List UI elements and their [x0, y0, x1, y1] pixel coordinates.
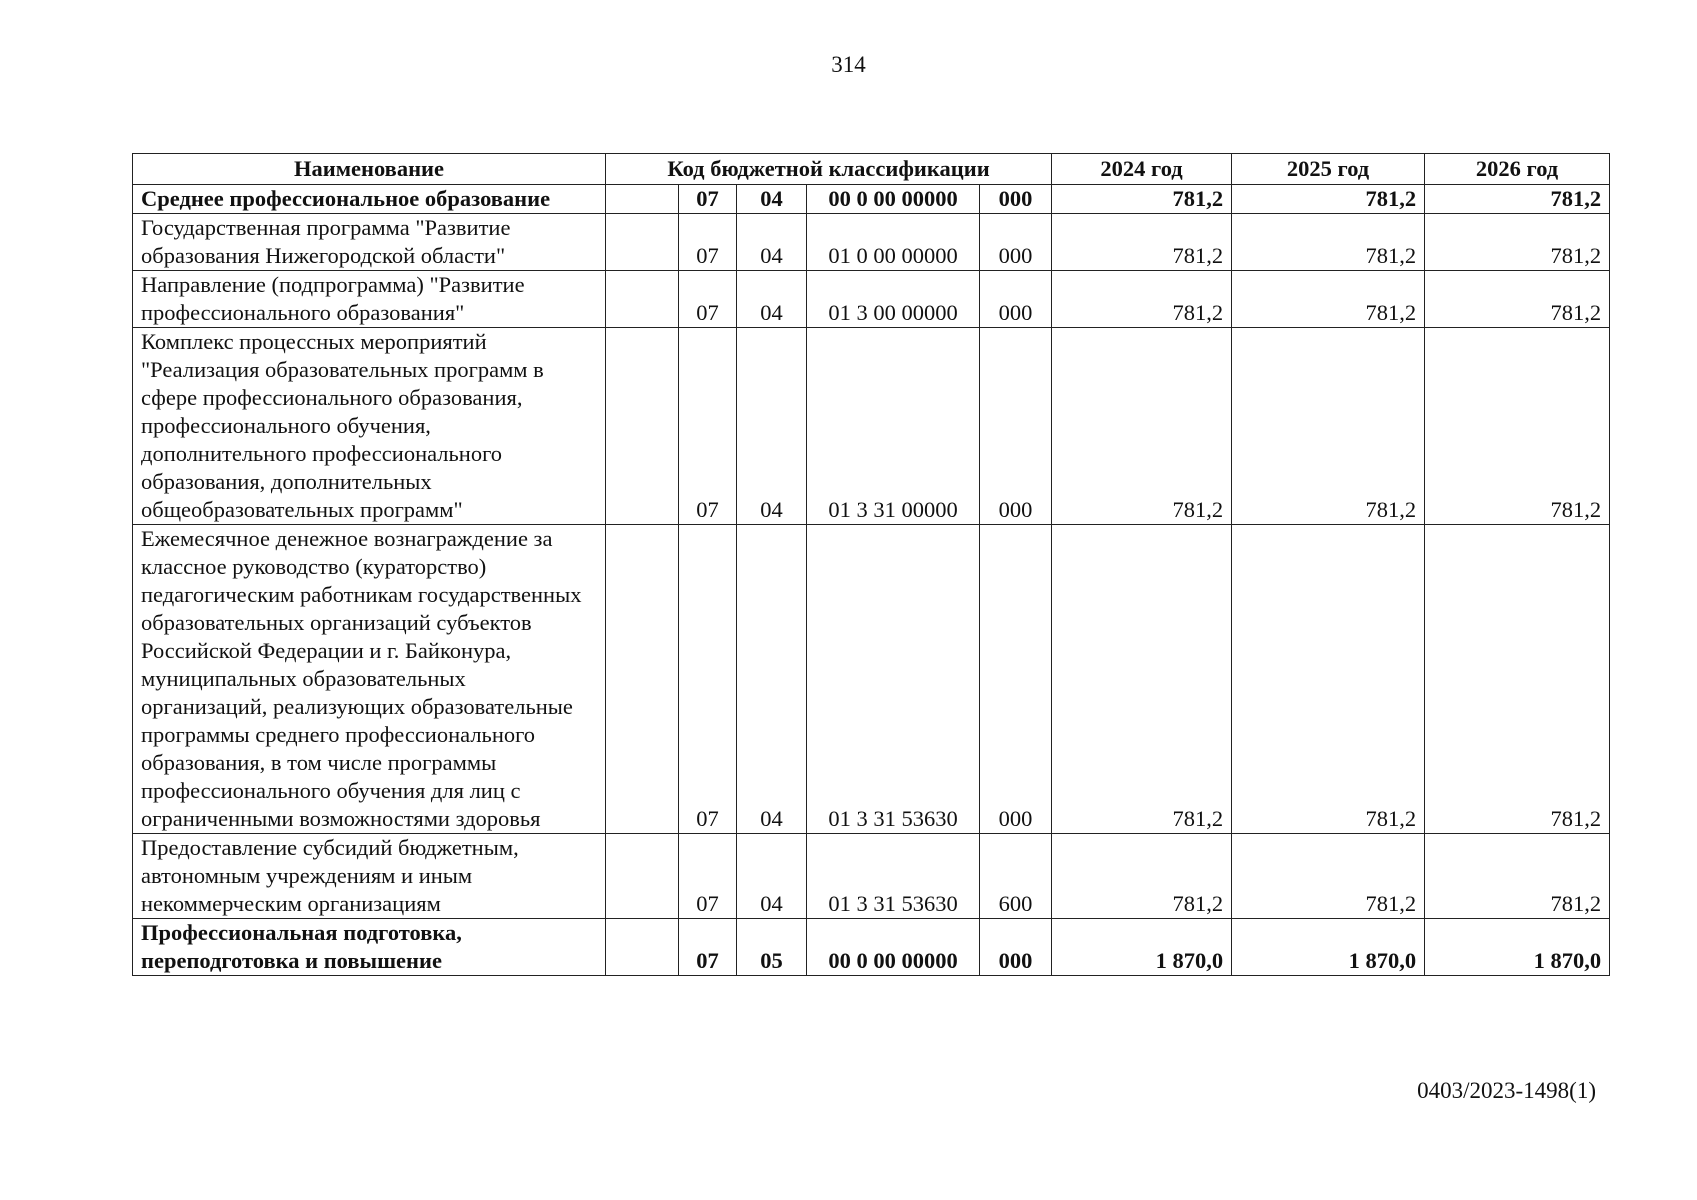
row-name: Среднее профессиональное образование: [133, 185, 606, 214]
row-amount-2025: 781,2: [1232, 328, 1425, 525]
row-amount-2026: 781,2: [1425, 328, 1610, 525]
table-row: [133, 214, 1610, 271]
row-amount-2025: 781,2: [1232, 271, 1425, 328]
row-blank-code: [606, 525, 679, 834]
row-amount-2024: 781,2: [1052, 525, 1232, 834]
row-blank-code: [606, 328, 679, 525]
row-section-code: 07: [679, 525, 737, 834]
row-target-code: 01 3 31 53630: [807, 834, 980, 919]
row-section-code: 07: [679, 919, 737, 976]
row-name: Предоставление субсидий бюджетным, автономным учреждениям и иным некоммерческим организациям: [133, 834, 606, 919]
row-name: Государственная программа "Развитие образования Нижегородской области": [133, 214, 606, 271]
row-name: Направление (подпрограмма) "Развитие профессионального образования": [133, 271, 606, 328]
row-blank-code: [606, 185, 679, 214]
row-name: Ежемесячное денежное вознаграждение за классное руководство (кураторство) педагогическим работникам государственных образовательных организаций субъектов Российской Федерации и г. Байконура, муниципальных образовательных организаций, реализующих образовательные программы среднего профессионального образования, в том числе программы профессионального обучения для лиц с ограниченными возможностями здоровья: [133, 525, 606, 834]
table-row: [133, 328, 1610, 525]
row-expense-type-code: 000: [980, 328, 1052, 525]
row-amount-2026: 781,2: [1425, 834, 1610, 919]
row-target-code: 00 0 00 00000: [807, 185, 980, 214]
row-target-code: 01 3 00 00000: [807, 271, 980, 328]
row-expense-type-code: 000: [980, 919, 1052, 976]
row-blank-code: [606, 271, 679, 328]
row-name: Профессиональная подготовка, переподготовка и повышение: [133, 919, 606, 976]
row-amount-2024: 781,2: [1052, 328, 1232, 525]
row-blank-code: [606, 214, 679, 271]
row-target-code: 01 0 00 00000: [807, 214, 980, 271]
row-name: Комплекс процессных мероприятий "Реализация образовательных программ в сфере профессионального образования, профессионального обучения, дополнительного профессионального образования, дополнительных общеобразовательных программ": [133, 328, 606, 525]
table-row: [133, 834, 1610, 919]
row-target-code: 00 0 00 00000: [807, 919, 980, 976]
row-section-code: 07: [679, 271, 737, 328]
table-row: [133, 525, 1610, 834]
table-row: [133, 271, 1610, 328]
row-subsection-code: 04: [737, 328, 807, 525]
row-section-code: 07: [679, 185, 737, 214]
row-section-code: 07: [679, 834, 737, 919]
row-amount-2024: 781,2: [1052, 271, 1232, 328]
header-2026: 2026 год: [1425, 154, 1610, 185]
row-amount-2025: 781,2: [1232, 185, 1425, 214]
row-blank-code: [606, 919, 679, 976]
row-expense-type-code: 000: [980, 214, 1052, 271]
row-amount-2024: 781,2: [1052, 185, 1232, 214]
row-subsection-code: 04: [737, 525, 807, 834]
row-amount-2026: 781,2: [1425, 271, 1610, 328]
row-section-code: 07: [679, 214, 737, 271]
row-subsection-code: 05: [737, 919, 807, 976]
row-amount-2026: 1 870,0: [1425, 919, 1610, 976]
row-amount-2025: 1 870,0: [1232, 919, 1425, 976]
header-name: Наименование: [133, 154, 606, 185]
row-subsection-code: 04: [737, 834, 807, 919]
table-header-row: [133, 154, 1610, 185]
row-amount-2026: 781,2: [1425, 185, 1610, 214]
row-target-code: 01 3 31 53630: [807, 525, 980, 834]
row-amount-2025: 781,2: [1232, 834, 1425, 919]
row-amount-2025: 781,2: [1232, 214, 1425, 271]
row-amount-2025: 781,2: [1232, 525, 1425, 834]
row-amount-2026: 781,2: [1425, 525, 1610, 834]
row-section-code: 07: [679, 328, 737, 525]
budget-table: [132, 153, 1610, 976]
row-subsection-code: 04: [737, 271, 807, 328]
row-blank-code: [606, 834, 679, 919]
document-registration-number: 0403/2023-1498(1): [1417, 1078, 1596, 1103]
row-amount-2024: 781,2: [1052, 214, 1232, 271]
row-expense-type-code: 000: [980, 525, 1052, 834]
row-expense-type-code: 600: [980, 834, 1052, 919]
row-amount-2024: 781,2: [1052, 834, 1232, 919]
page-number: 314: [831, 52, 866, 77]
table-row: [133, 185, 1610, 214]
header-2025: 2025 год: [1232, 154, 1425, 185]
table-row: [133, 919, 1610, 976]
row-target-code: 01 3 31 00000: [807, 328, 980, 525]
row-expense-type-code: 000: [980, 185, 1052, 214]
row-subsection-code: 04: [737, 214, 807, 271]
row-expense-type-code: 000: [980, 271, 1052, 328]
row-amount-2024: 1 870,0: [1052, 919, 1232, 976]
header-2024: 2024 год: [1052, 154, 1232, 185]
row-subsection-code: 04: [737, 185, 807, 214]
row-amount-2026: 781,2: [1425, 214, 1610, 271]
header-budget-code: Код бюджетной классификации: [606, 154, 1052, 185]
